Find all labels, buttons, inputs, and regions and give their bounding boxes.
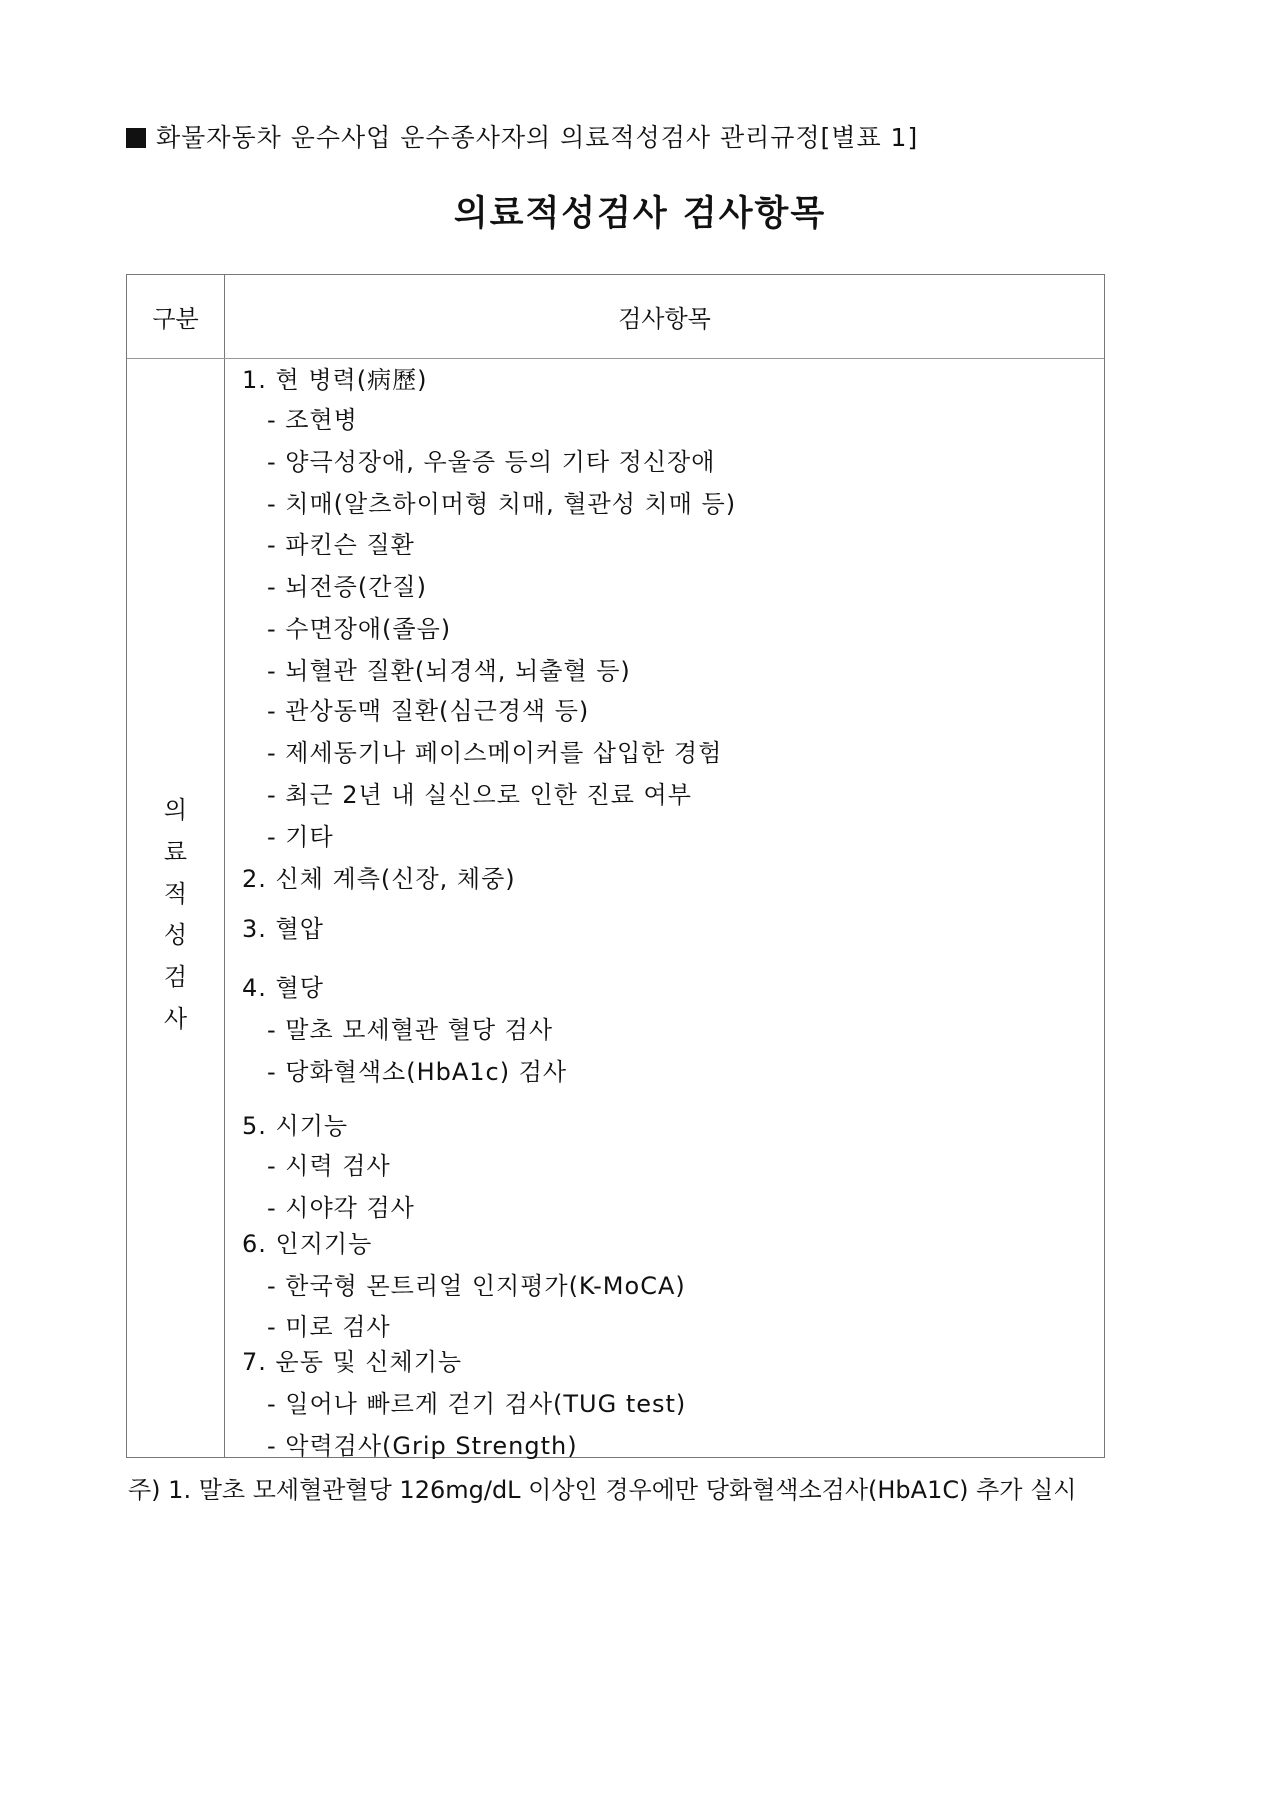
exam-item: - 양극성장애, 우울증 등의 기타 정신장애	[267, 448, 716, 476]
column-divider	[224, 275, 225, 1457]
regulation-header	[126, 118, 918, 154]
exam-item: - 시야각 검사	[267, 1194, 415, 1222]
column-header-category: 구분	[152, 305, 199, 333]
exam-item: - 일어나 빠르게 걷기 검사(TUG test)	[267, 1390, 687, 1418]
exam-section-heading: 4. 혈당	[242, 974, 324, 1002]
exam-item: - 최근 2년 내 실신으로 인한 진료 여부	[267, 781, 692, 809]
footnote: 주) 1. 말초 모세혈관혈당 126mg/dL 이상인 경우에만 당화혈색소검사(HbA1C) 추가 실시	[128, 1476, 1077, 1504]
exam-item: - 뇌전증(간질)	[267, 573, 427, 601]
exam-item: - 파킨슨 질환	[267, 531, 415, 559]
exam-item: - 당화혈색소(HbA1c) 검사	[267, 1058, 568, 1086]
square-bullet-icon	[126, 128, 146, 148]
exam-section-heading: 1. 현 병력(病歷)	[242, 366, 428, 394]
exam-item: - 시력 검사	[267, 1152, 391, 1180]
regulation-header-text: 화물자동차 운수사업 운수종사자의 의료적성검사 관리규정[별표 1]	[156, 123, 919, 152]
exam-section-heading: 3. 혈압	[242, 915, 324, 943]
page-title: 의료적성검사 검사항목	[453, 193, 827, 234]
exam-item: - 기타	[267, 823, 334, 851]
exam-item: - 악력검사(Grip Strength)	[267, 1432, 578, 1460]
exam-item: - 수면장애(졸음)	[267, 615, 452, 643]
exam-item: - 관상동맥 질환(심근경색 등)	[267, 697, 590, 725]
exam-items-table	[126, 274, 1105, 1458]
category-char: 의	[163, 796, 188, 824]
exam-item: - 조현병	[267, 406, 358, 434]
header-row-divider	[127, 358, 1104, 359]
category-char: 적	[163, 880, 188, 908]
category-char: 사	[163, 1005, 188, 1033]
exam-section-heading: 7. 운동 및 신체기능	[242, 1348, 463, 1376]
category-char: 료	[163, 838, 188, 866]
exam-item: - 한국형 몬트리얼 인지평가(K-MoCA)	[267, 1272, 686, 1300]
category-char: 검	[163, 963, 188, 991]
exam-item: - 말초 모세혈관 혈당 검사	[267, 1016, 554, 1044]
category-char: 성	[163, 921, 188, 949]
exam-item: - 뇌혈관 질환(뇌경색, 뇌출혈 등)	[267, 657, 631, 685]
exam-item: - 미로 검사	[267, 1313, 391, 1341]
exam-section-heading: 5. 시기능	[242, 1112, 349, 1140]
exam-item: - 치매(알츠하이머형 치매, 혈관성 치매 등)	[267, 490, 737, 518]
exam-section-heading: 6. 인지기능	[242, 1230, 373, 1258]
column-header-exam-items: 검사항목	[618, 305, 711, 333]
exam-section-heading: 2. 신체 계측(신장, 체중)	[242, 865, 516, 893]
exam-item: - 제세동기나 페이스메이커를 삽입한 경험	[267, 739, 723, 767]
